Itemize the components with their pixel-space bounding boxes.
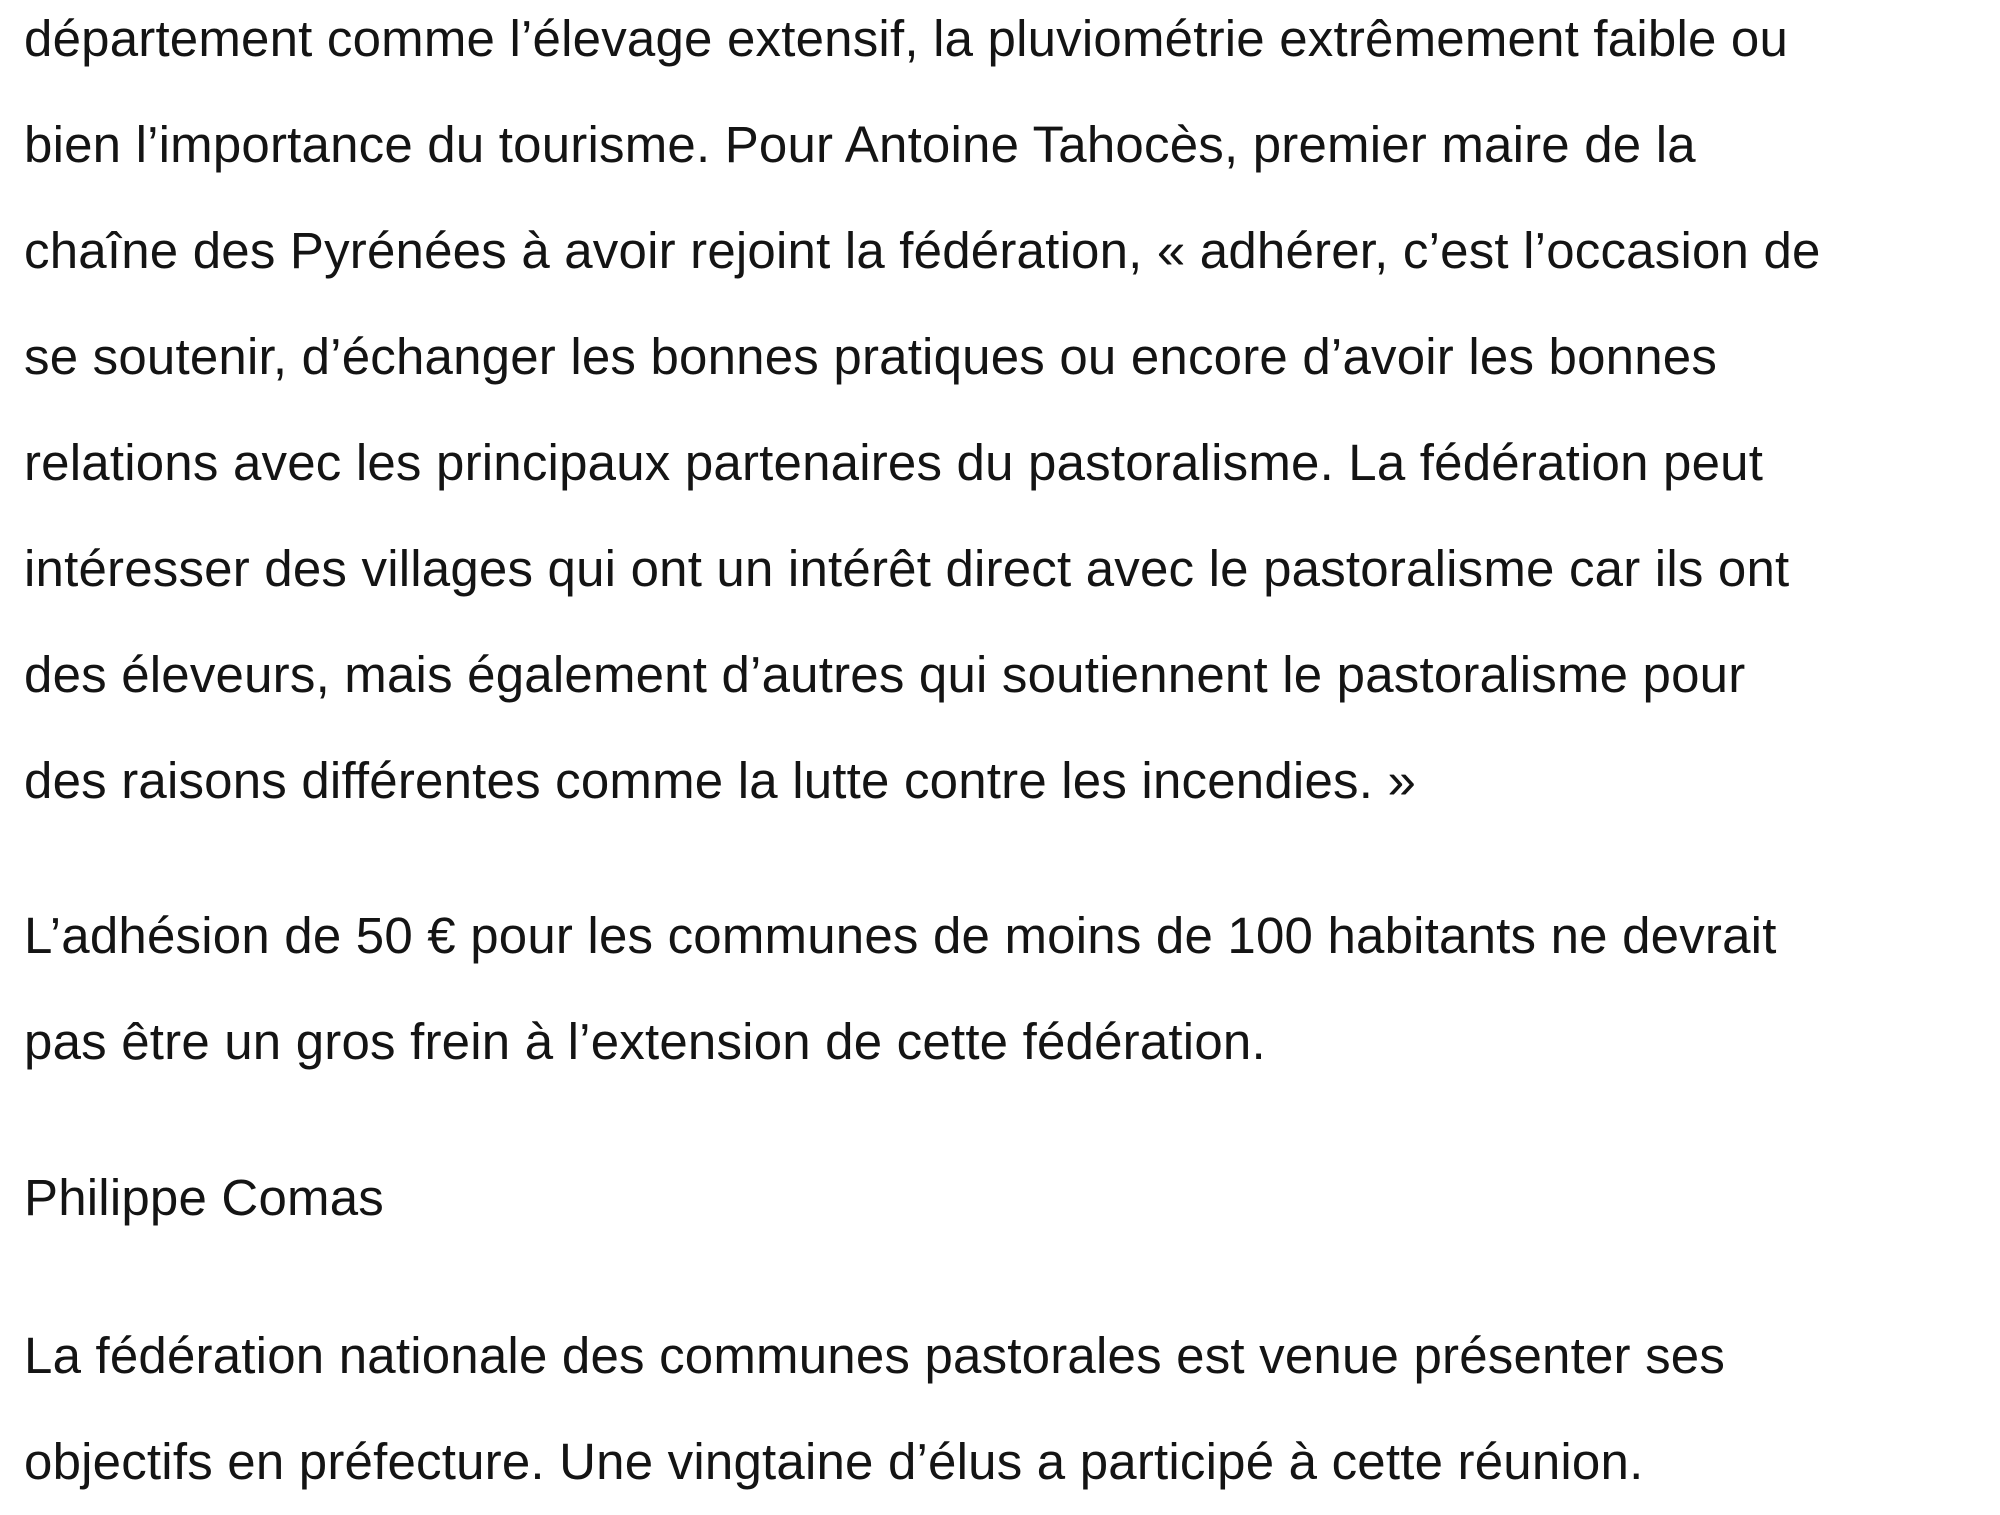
text-line: des éleveurs, mais également d’autres qui soutiennent le pastoralisme pour <box>24 646 1746 703</box>
text-line: chaîne des Pyrénées à avoir rejoint la fédération, « adhérer, c’est l’occasion de <box>24 222 1821 279</box>
text-line: L’adhésion de 50 € pour les communes de moins de 100 habitants ne devrait <box>24 907 1777 964</box>
text-line: intéresser des villages qui ont un intérêt direct avec le pastoralisme car ils ont <box>24 540 1790 597</box>
text-line: objectifs en préfecture. Une vingtaine d’élus a participé à cette réunion. <box>24 1433 1644 1490</box>
paragraph-adhesion <box>24 883 1777 1095</box>
text-line: se soutenir, d’échanger les bonnes pratiques ou encore d’avoir les bonnes <box>24 328 1718 385</box>
author-byline <box>24 1145 384 1251</box>
text-line: des raisons différentes comme la lutte contre les incendies. » <box>24 752 1417 809</box>
text-line: relations avec les principaux partenaires du pastoralisme. La fédération peut <box>24 434 1764 491</box>
text-line: pas être un gros frein à l’extension de cette fédération. <box>24 1013 1266 1070</box>
paragraph-caption <box>24 1303 1725 1515</box>
text-line: bien l’importance du tourisme. Pour Antoine Tahocès, premier maire de la <box>24 116 1696 173</box>
text-line: département comme l’élevage extensif, la pluviométrie extrêmement faible ou <box>24 10 1789 67</box>
text-line: La fédération nationale des communes pastorales est venue présenter ses <box>24 1327 1726 1384</box>
paragraph-quote-tahoces <box>24 0 1821 834</box>
author-name: Philippe Comas <box>24 1169 384 1226</box>
